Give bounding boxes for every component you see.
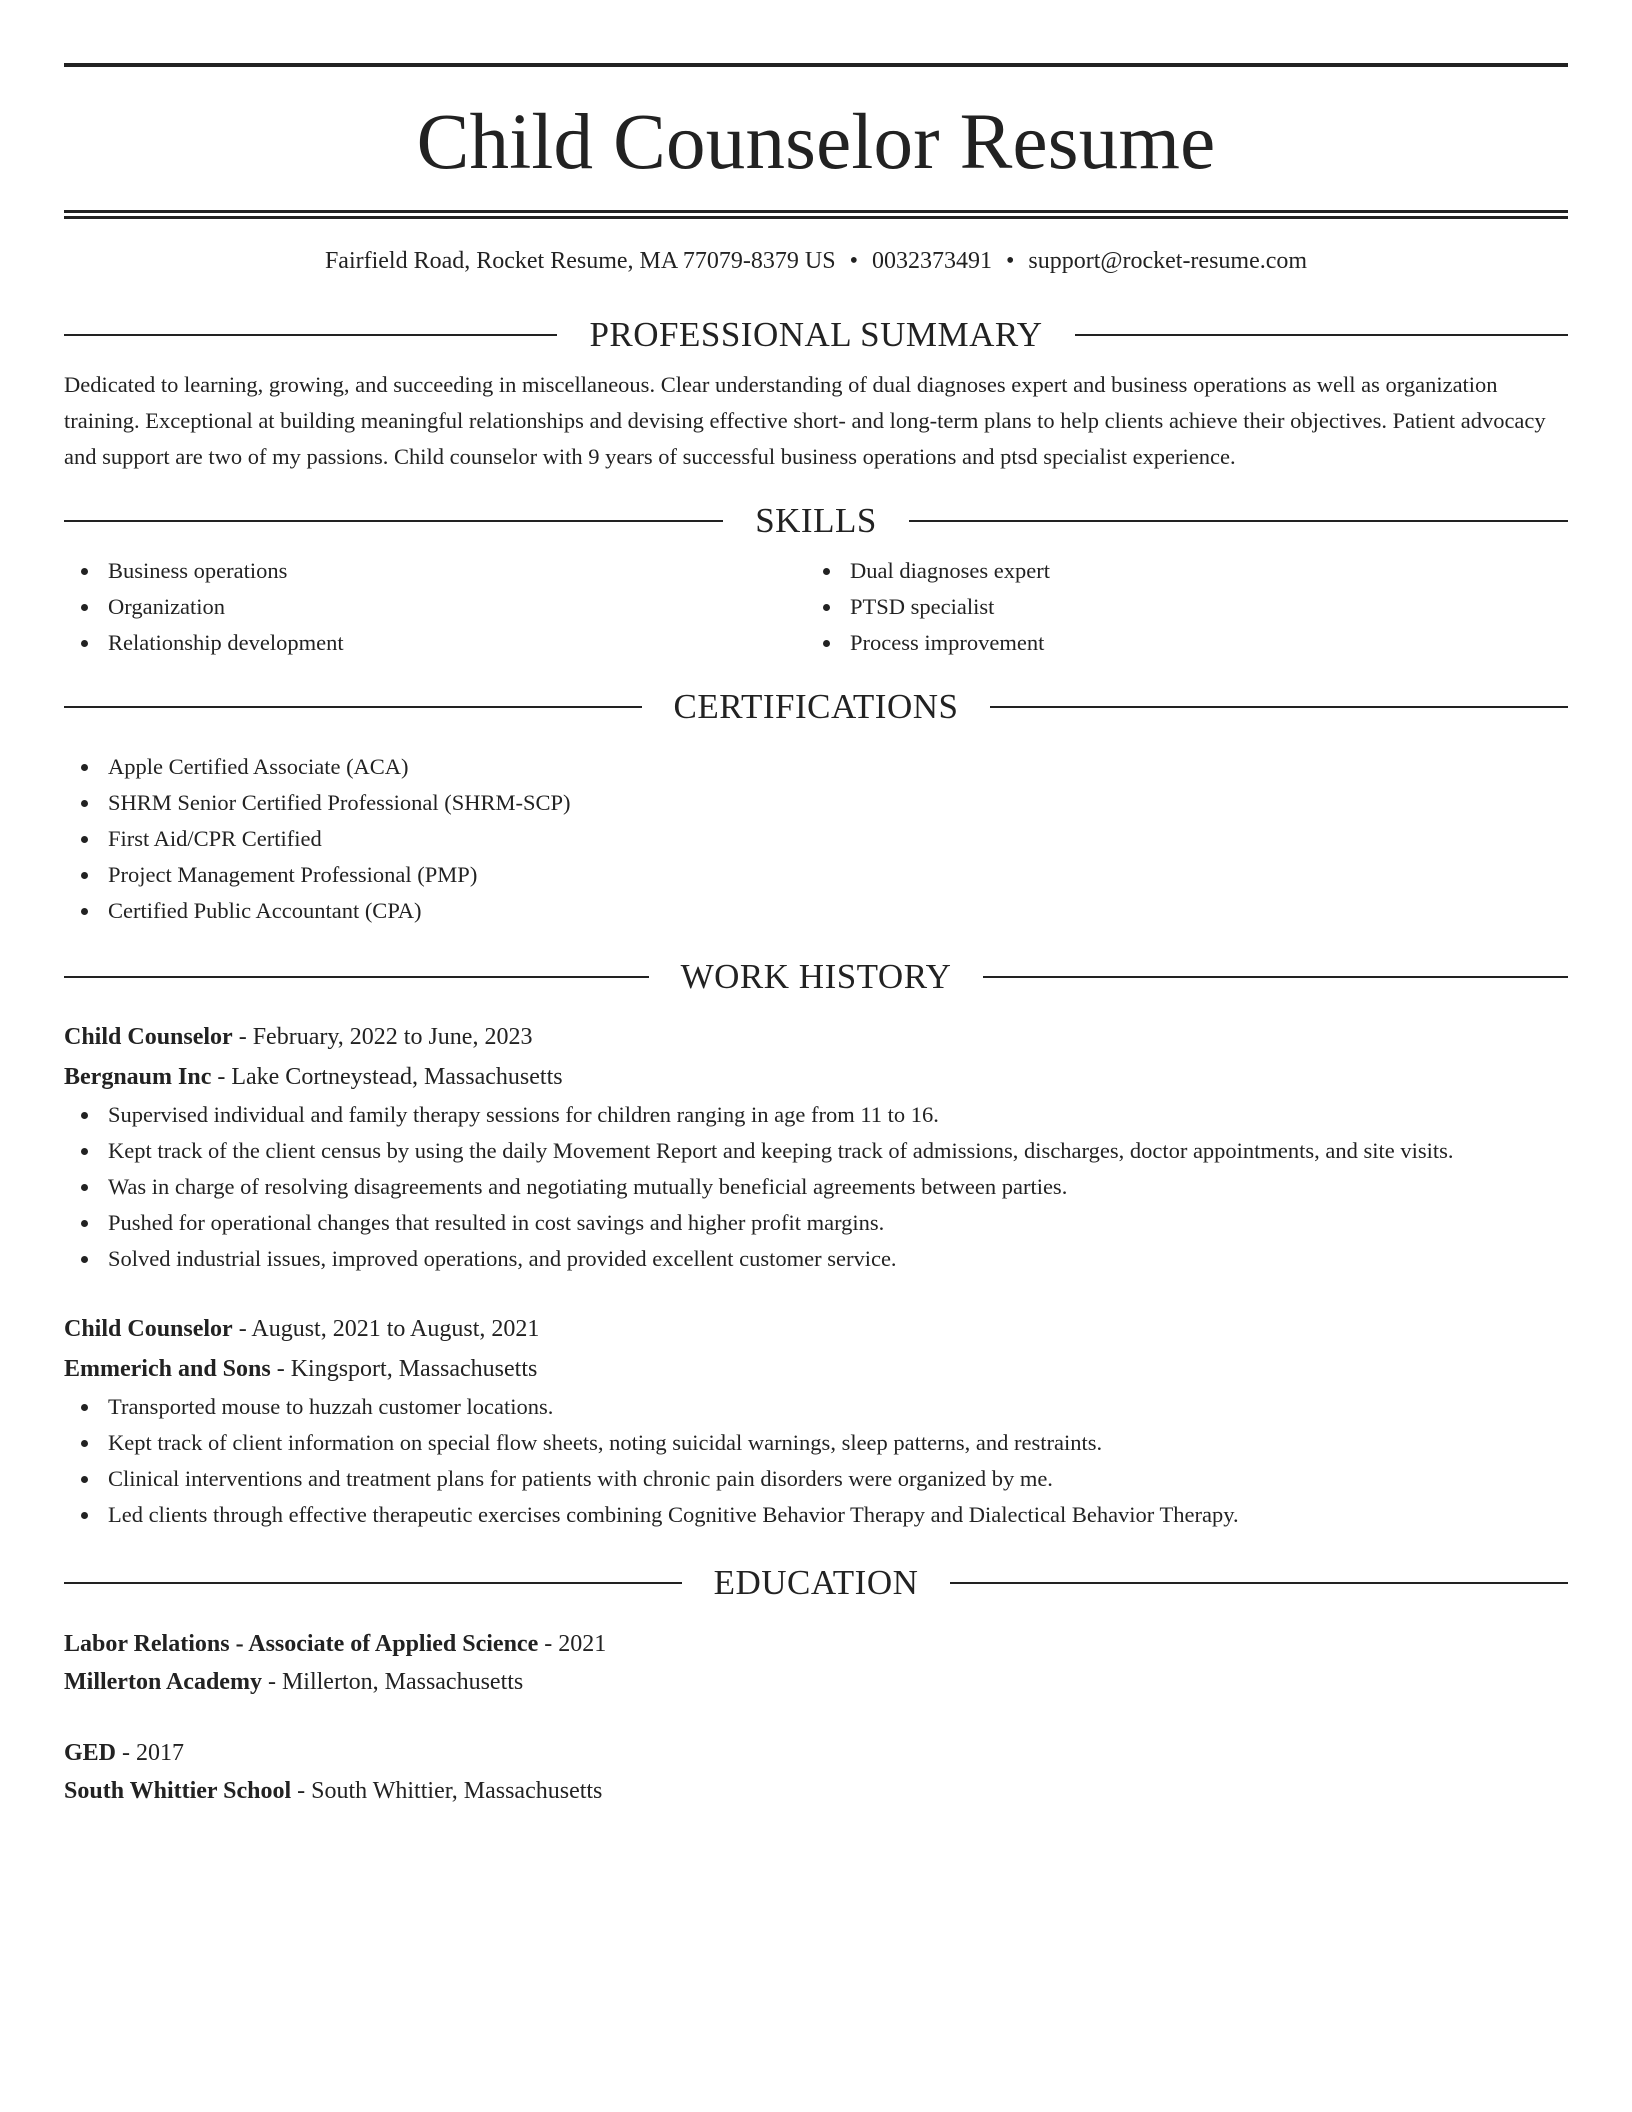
- education-entry: [64, 1734, 1568, 1810]
- dash: -: [270, 1356, 291, 1382]
- education-degree-line: [64, 1734, 1568, 1772]
- contact-phone: 0032373491: [871, 248, 992, 274]
- skills-column-left: [64, 553, 806, 661]
- skills-list: [64, 553, 1568, 661]
- skill-item: Relationship development: [64, 625, 806, 661]
- job-entry: [64, 1017, 1568, 1277]
- job-duty-item: Was in charge of resolving disagreements and negotiating mutually beneficial agreements between parties.: [64, 1169, 1568, 1205]
- contact-line: [64, 245, 1568, 277]
- section-heading-skills: [64, 501, 1568, 541]
- education-school: South Whittier School: [64, 1778, 292, 1804]
- dash: -: [211, 1064, 232, 1090]
- education-school: Millerton Academy: [64, 1669, 262, 1695]
- dash: -: [261, 1669, 282, 1695]
- job-title-line: [64, 1017, 1568, 1057]
- dash: -: [232, 1024, 253, 1050]
- heading-label: SKILLS: [755, 501, 877, 540]
- certification-item: First Aid/CPR Certified: [64, 821, 1568, 857]
- dash: -: [291, 1778, 312, 1804]
- certification-item: Certified Public Accountant (CPA): [64, 893, 1568, 929]
- heading-rule: [64, 706, 642, 708]
- certification-item: Apple Certified Associate (ACA): [64, 749, 1568, 785]
- job-duty-item: Kept track of the client census by using the daily Movement Report and keeping track of admissions, discharges, doctor appointments, and site visits.: [64, 1133, 1568, 1169]
- education-school-line: [64, 1772, 1568, 1810]
- skill-item: Business operations: [64, 553, 806, 589]
- resume-title: Child Counselor Resume: [416, 99, 1216, 186]
- heading-label: WORK HISTORY: [680, 957, 952, 996]
- job-duty-item: Transported mouse to huzzah customer locations.: [64, 1389, 1568, 1425]
- education-degree: GED: [64, 1740, 117, 1766]
- job-duties-list: [64, 1097, 1568, 1277]
- job-title: Child Counselor: [64, 1316, 233, 1342]
- contact-separator: •: [1005, 248, 1015, 274]
- section-heading-summary: [64, 315, 1568, 355]
- education-entry: [64, 1625, 1568, 1701]
- heading-rule: [909, 520, 1568, 522]
- job-duty-item: Led clients through effective therapeutic exercises combining Cognitive Behavior Therapy and Dialectical Behavior Therapy.: [64, 1497, 1568, 1533]
- job-location: Lake Cortneystead, Massachusetts: [231, 1064, 563, 1090]
- heading-rule: [64, 976, 649, 978]
- dash: -: [232, 1316, 252, 1342]
- education-degree: Labor Relations - Associate of Applied Science: [64, 1631, 539, 1657]
- job-duty-item: Clinical interventions and treatment plans for patients with chronic pain disorders were organized by me.: [64, 1461, 1568, 1497]
- job-duty-item: Pushed for operational changes that resulted in cost savings and higher profit margins.: [64, 1205, 1568, 1241]
- contact-address: Fairfield Road, Rocket Resume, MA 77079-8379 US: [324, 248, 836, 274]
- heading-rule: [990, 706, 1568, 708]
- job-dates: August, 2021 to August, 2021: [251, 1316, 540, 1342]
- job-company-line: [64, 1349, 1568, 1389]
- job-duty-item: Solved industrial issues, improved operations, and provided excellent customer service.: [64, 1241, 1568, 1277]
- skills-column-right: [806, 553, 1548, 661]
- skill-item: Organization: [64, 589, 806, 625]
- top-rule: [64, 63, 1568, 67]
- heading-rule: [64, 1582, 682, 1584]
- job-duty-item: Supervised individual and family therapy sessions for children ranging in age from 11 to 16.: [64, 1097, 1568, 1133]
- heading-rule: [64, 520, 723, 522]
- resume-page: [64, 63, 1568, 1810]
- heading-label: EDUCATION: [713, 1563, 919, 1602]
- dash: -: [116, 1740, 137, 1766]
- heading-rule: [950, 1582, 1568, 1584]
- section-heading-education: [64, 1563, 1568, 1603]
- job-duty-item: Kept track of client information on special flow sheets, noting suicidal warnings, sleep patterns, and restraints.: [64, 1425, 1568, 1461]
- education-year: 2021: [558, 1631, 607, 1657]
- education-location: Millerton, Massachusetts: [281, 1669, 524, 1695]
- job-location: Kingsport, Massachusetts: [290, 1356, 538, 1382]
- job-company: Emmerich and Sons: [64, 1356, 271, 1382]
- job-company-line: [64, 1057, 1568, 1097]
- title-double-rule: [64, 210, 1568, 219]
- dash: -: [538, 1631, 559, 1657]
- heading-rule: [64, 334, 557, 336]
- certification-item: SHRM Senior Certified Professional (SHRM-SCP): [64, 785, 1568, 821]
- skill-item: Process improvement: [806, 625, 1548, 661]
- heading-rule: [983, 976, 1568, 978]
- job-entry: [64, 1309, 1568, 1533]
- education-degree-line: [64, 1625, 1568, 1663]
- heading-label: PROFESSIONAL SUMMARY: [589, 315, 1043, 354]
- summary-text: Dedicated to learning, growing, and succeeding in miscellaneous. Clear understanding of dual diagnoses expert and business operations as well as organization training. Exceptional at building meaningful relationships and devising effective short- and long-term plans to help clients achieve their objectives. Patient advocacy and support are two of my passions. Child counselor with 9 years of successful business operations and ptsd specialist experience.: [64, 372, 1546, 469]
- job-title: Child Counselor: [64, 1024, 233, 1050]
- education-school-line: [64, 1663, 1568, 1701]
- contact-email[interactable]: support@rocket-resume.com: [1028, 248, 1308, 274]
- heading-label: CERTIFICATIONS: [673, 687, 959, 726]
- section-heading-certifications: [64, 687, 1568, 727]
- job-company: Bergnaum Inc: [64, 1064, 212, 1090]
- education-year: 2017: [136, 1740, 185, 1766]
- education-location: South Whittier, Massachusetts: [311, 1778, 603, 1804]
- certifications-list: [64, 749, 1568, 929]
- section-heading-work-history: [64, 957, 1568, 997]
- heading-rule: [1075, 334, 1568, 336]
- job-title-line: [64, 1309, 1568, 1349]
- job-dates: February, 2022 to June, 2023: [252, 1024, 533, 1050]
- skill-item: PTSD specialist: [806, 589, 1548, 625]
- contact-separator: •: [849, 248, 858, 274]
- skill-item: Dual diagnoses expert: [806, 553, 1548, 589]
- job-duties-list: [64, 1389, 1568, 1533]
- certification-item: Project Management Professional (PMP): [64, 857, 1568, 893]
